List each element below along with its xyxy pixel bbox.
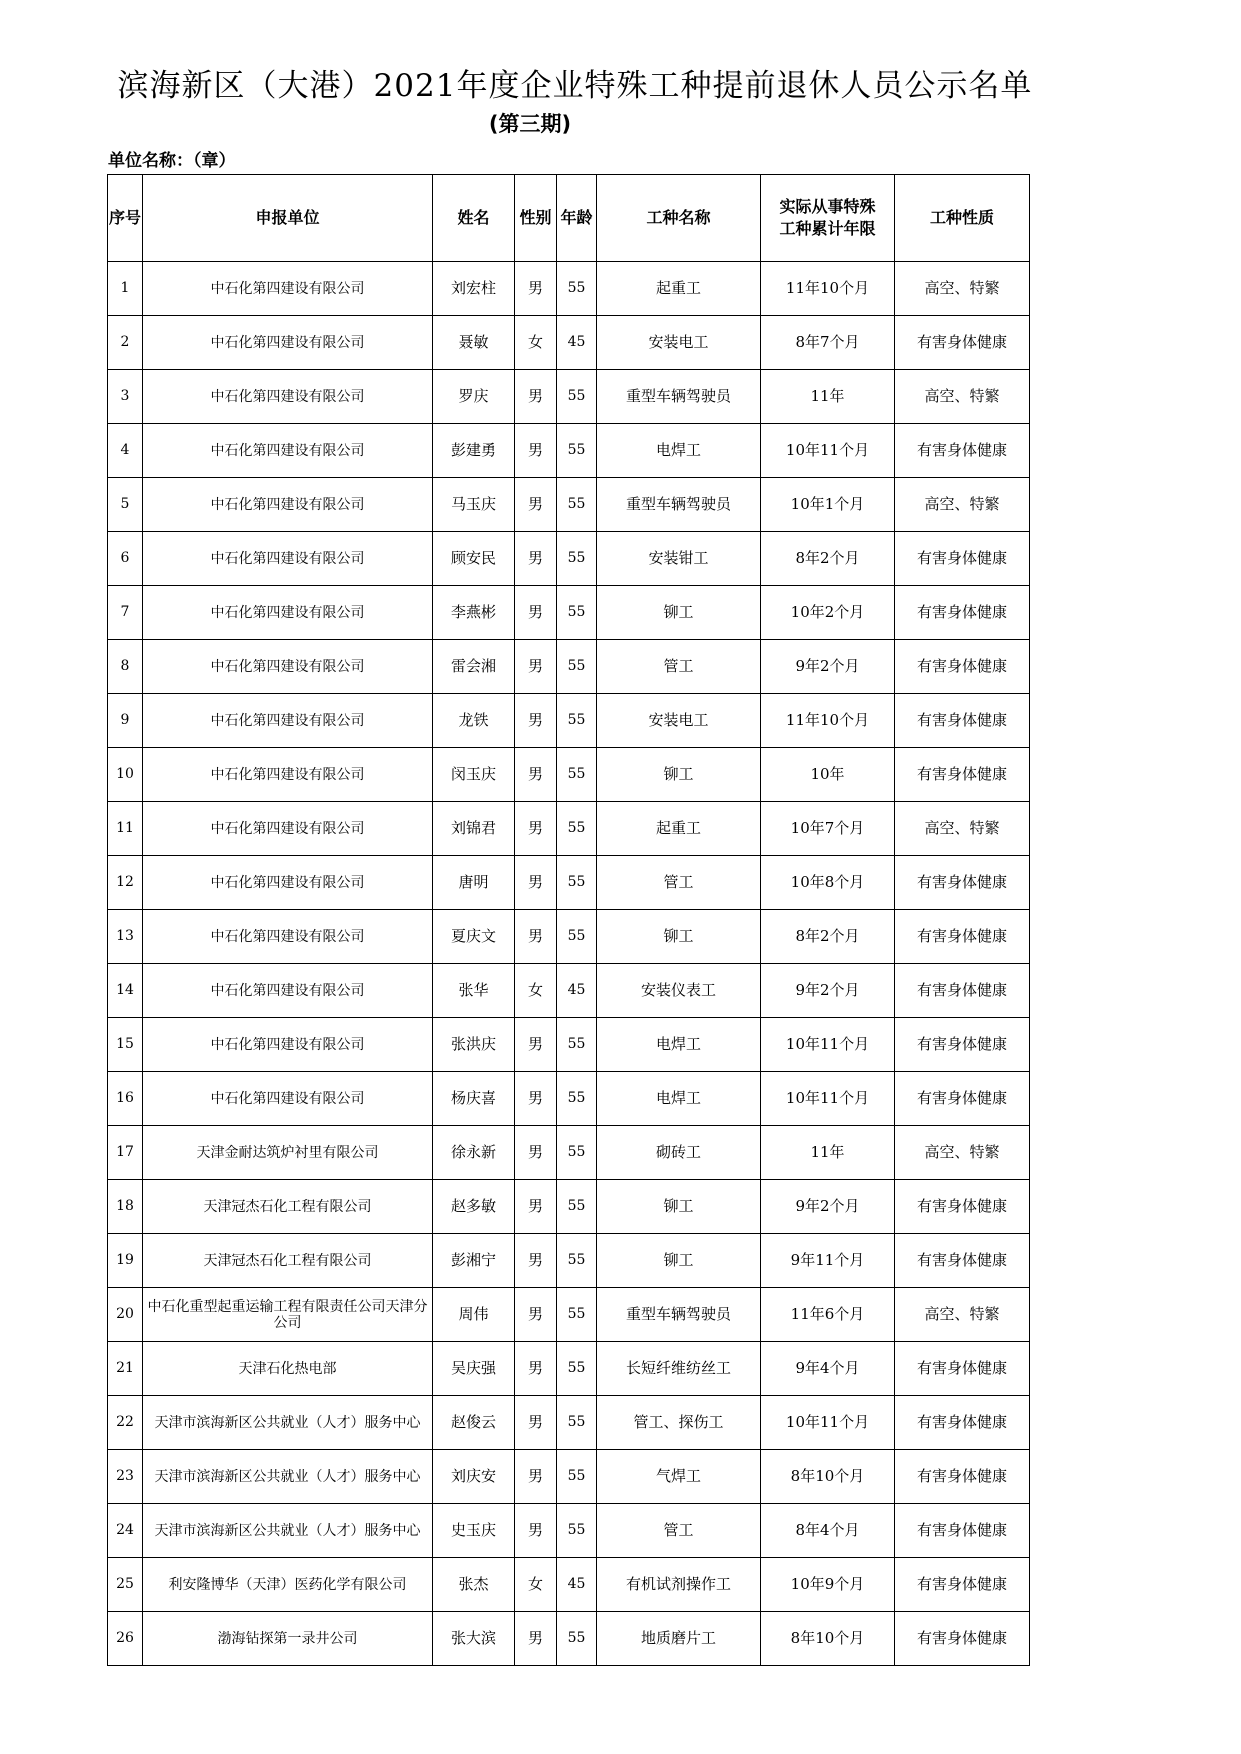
cell-index: 18 xyxy=(108,1180,143,1234)
cell-job-type: 电焊工 xyxy=(597,1018,761,1072)
cell-age: 55 xyxy=(557,802,597,856)
cell-gender: 男 xyxy=(515,424,557,478)
cell-name: 唐明 xyxy=(433,856,515,910)
cell-job-nature: 有害身体健康 xyxy=(895,1450,1030,1504)
cell-job-nature: 有害身体健康 xyxy=(895,1612,1030,1666)
cell-name: 史玉庆 xyxy=(433,1504,515,1558)
cell-age: 55 xyxy=(557,1612,597,1666)
cell-name: 张洪庆 xyxy=(433,1018,515,1072)
table-row xyxy=(108,1558,1030,1612)
table-row xyxy=(108,370,1030,424)
col-header-years: 实际从事特殊工种累计年限 xyxy=(761,175,895,262)
cell-index: 3 xyxy=(108,370,143,424)
cell-index: 11 xyxy=(108,802,143,856)
cell-years: 9年11个月 xyxy=(761,1234,895,1288)
cell-index: 10 xyxy=(108,748,143,802)
cell-gender: 男 xyxy=(515,640,557,694)
cell-years: 11年 xyxy=(761,1126,895,1180)
cell-job-nature: 有害身体健康 xyxy=(895,694,1030,748)
cell-index: 24 xyxy=(108,1504,143,1558)
cell-index: 5 xyxy=(108,478,143,532)
cell-name: 彭建勇 xyxy=(433,424,515,478)
cell-job-nature: 有害身体健康 xyxy=(895,1396,1030,1450)
cell-job-type: 重型车辆驾驶员 xyxy=(597,370,761,424)
cell-unit: 中石化第四建设有限公司 xyxy=(143,1072,433,1126)
cell-age: 55 xyxy=(557,370,597,424)
cell-unit: 天津市滨海新区公共就业（人才）服务中心 xyxy=(143,1504,433,1558)
cell-gender: 男 xyxy=(515,1234,557,1288)
table-row xyxy=(108,1504,1030,1558)
table-row xyxy=(108,1180,1030,1234)
cell-job-type: 电焊工 xyxy=(597,1072,761,1126)
cell-gender: 男 xyxy=(515,1288,557,1342)
cell-name: 吴庆强 xyxy=(433,1342,515,1396)
table-row xyxy=(108,1342,1030,1396)
cell-job-nature: 有害身体健康 xyxy=(895,964,1030,1018)
cell-unit: 天津冠杰石化工程有限公司 xyxy=(143,1180,433,1234)
cell-unit: 中石化第四建设有限公司 xyxy=(143,316,433,370)
cell-job-type: 管工 xyxy=(597,1504,761,1558)
cell-name: 杨庆喜 xyxy=(433,1072,515,1126)
cell-age: 55 xyxy=(557,1396,597,1450)
cell-years: 8年7个月 xyxy=(761,316,895,370)
cell-age: 55 xyxy=(557,532,597,586)
cell-age: 55 xyxy=(557,640,597,694)
cell-unit: 中石化第四建设有限公司 xyxy=(143,910,433,964)
cell-name: 马玉庆 xyxy=(433,478,515,532)
cell-name: 顾安民 xyxy=(433,532,515,586)
cell-job-type: 管工 xyxy=(597,640,761,694)
table-row xyxy=(108,964,1030,1018)
cell-index: 20 xyxy=(108,1288,143,1342)
cell-unit: 中石化第四建设有限公司 xyxy=(143,532,433,586)
cell-job-nature: 有害身体健康 xyxy=(895,424,1030,478)
cell-years: 9年4个月 xyxy=(761,1342,895,1396)
col-header-unit: 申报单位 xyxy=(143,175,433,262)
cell-years: 10年11个月 xyxy=(761,1018,895,1072)
cell-job-nature: 有害身体健康 xyxy=(895,532,1030,586)
table-row xyxy=(108,802,1030,856)
cell-years: 8年10个月 xyxy=(761,1450,895,1504)
cell-years: 8年2个月 xyxy=(761,532,895,586)
cell-name: 赵俊云 xyxy=(433,1396,515,1450)
cell-unit: 中石化第四建设有限公司 xyxy=(143,1018,433,1072)
cell-unit: 天津市滨海新区公共就业（人才）服务中心 xyxy=(143,1450,433,1504)
cell-gender: 男 xyxy=(515,262,557,316)
cell-unit: 中石化第四建设有限公司 xyxy=(143,964,433,1018)
cell-age: 55 xyxy=(557,1180,597,1234)
cell-job-nature: 有害身体健康 xyxy=(895,1558,1030,1612)
cell-age: 55 xyxy=(557,1504,597,1558)
table-body xyxy=(108,262,1030,1666)
table-row xyxy=(108,532,1030,586)
cell-gender: 男 xyxy=(515,478,557,532)
cell-job-type: 管工 xyxy=(597,856,761,910)
cell-index: 23 xyxy=(108,1450,143,1504)
cell-name: 刘锦君 xyxy=(433,802,515,856)
cell-name: 夏庆文 xyxy=(433,910,515,964)
cell-unit: 中石化第四建设有限公司 xyxy=(143,802,433,856)
cell-gender: 男 xyxy=(515,1504,557,1558)
col-header-gender: 性别 xyxy=(515,175,557,262)
table-row xyxy=(108,1234,1030,1288)
table-row xyxy=(108,424,1030,478)
cell-job-type: 重型车辆驾驶员 xyxy=(597,478,761,532)
table-row xyxy=(108,1450,1030,1504)
cell-name: 闵玉庆 xyxy=(433,748,515,802)
cell-job-type: 电焊工 xyxy=(597,424,761,478)
cell-gender: 男 xyxy=(515,1450,557,1504)
col-header-index: 序号 xyxy=(108,175,143,262)
cell-name: 龙铁 xyxy=(433,694,515,748)
cell-years: 10年 xyxy=(761,748,895,802)
cell-gender: 男 xyxy=(515,1342,557,1396)
cell-name: 聂敏 xyxy=(433,316,515,370)
cell-age: 55 xyxy=(557,856,597,910)
cell-unit: 中石化第四建设有限公司 xyxy=(143,370,433,424)
cell-years: 10年8个月 xyxy=(761,856,895,910)
table-row xyxy=(108,316,1030,370)
cell-years: 8年10个月 xyxy=(761,1612,895,1666)
cell-gender: 男 xyxy=(515,856,557,910)
cell-name: 雷会湘 xyxy=(433,640,515,694)
cell-job-nature: 有害身体健康 xyxy=(895,1018,1030,1072)
cell-index: 26 xyxy=(108,1612,143,1666)
cell-age: 55 xyxy=(557,748,597,802)
cell-index: 9 xyxy=(108,694,143,748)
col-header-job-type: 工种名称 xyxy=(597,175,761,262)
cell-years: 11年 xyxy=(761,370,895,424)
cell-unit: 中石化第四建设有限公司 xyxy=(143,424,433,478)
cell-job-nature: 有害身体健康 xyxy=(895,856,1030,910)
cell-job-nature: 有害身体健康 xyxy=(895,1234,1030,1288)
cell-job-nature: 有害身体健康 xyxy=(895,1342,1030,1396)
cell-job-nature: 有害身体健康 xyxy=(895,1180,1030,1234)
cell-gender: 男 xyxy=(515,1072,557,1126)
cell-name: 徐永新 xyxy=(433,1126,515,1180)
cell-job-type: 重型车辆驾驶员 xyxy=(597,1288,761,1342)
cell-unit: 中石化第四建设有限公司 xyxy=(143,478,433,532)
cell-unit: 中石化第四建设有限公司 xyxy=(143,694,433,748)
table-row xyxy=(108,586,1030,640)
col-header-job-nature: 工种性质 xyxy=(895,175,1030,262)
cell-name: 刘宏柱 xyxy=(433,262,515,316)
cell-index: 8 xyxy=(108,640,143,694)
cell-years: 9年2个月 xyxy=(761,640,895,694)
cell-index: 19 xyxy=(108,1234,143,1288)
cell-index: 6 xyxy=(108,532,143,586)
cell-job-nature: 高空、特繁 xyxy=(895,802,1030,856)
cell-index: 17 xyxy=(108,1126,143,1180)
cell-name: 赵多敏 xyxy=(433,1180,515,1234)
cell-job-type: 起重工 xyxy=(597,802,761,856)
table-row xyxy=(108,1288,1030,1342)
cell-name: 周伟 xyxy=(433,1288,515,1342)
cell-gender: 男 xyxy=(515,1018,557,1072)
cell-job-type: 有机试剂操作工 xyxy=(597,1558,761,1612)
cell-index: 1 xyxy=(108,262,143,316)
cell-unit: 中石化第四建设有限公司 xyxy=(143,586,433,640)
cell-job-type: 铆工 xyxy=(597,748,761,802)
cell-age: 55 xyxy=(557,694,597,748)
cell-age: 45 xyxy=(557,316,597,370)
cell-unit: 利安隆博华（天津）医药化学有限公司 xyxy=(143,1558,433,1612)
cell-age: 55 xyxy=(557,1450,597,1504)
col-header-age: 年龄 xyxy=(557,175,597,262)
cell-unit: 天津石化热电部 xyxy=(143,1342,433,1396)
cell-years: 11年6个月 xyxy=(761,1288,895,1342)
table-row xyxy=(108,1072,1030,1126)
cell-name: 罗庆 xyxy=(433,370,515,424)
cell-unit: 天津市滨海新区公共就业（人才）服务中心 xyxy=(143,1396,433,1450)
cell-name: 张大滨 xyxy=(433,1612,515,1666)
cell-job-type: 气焊工 xyxy=(597,1450,761,1504)
cell-job-type: 铆工 xyxy=(597,1234,761,1288)
cell-job-nature: 有害身体健康 xyxy=(895,640,1030,694)
cell-age: 55 xyxy=(557,586,597,640)
cell-years: 10年1个月 xyxy=(761,478,895,532)
cell-unit: 中石化第四建设有限公司 xyxy=(143,640,433,694)
page-subtitle: (第三期) xyxy=(488,112,572,136)
cell-job-nature: 有害身体健康 xyxy=(895,316,1030,370)
table-row xyxy=(108,910,1030,964)
cell-job-nature: 高空、特繁 xyxy=(895,370,1030,424)
cell-gender: 男 xyxy=(515,910,557,964)
cell-years: 10年11个月 xyxy=(761,424,895,478)
cell-index: 16 xyxy=(108,1072,143,1126)
cell-unit: 渤海钻探第一录井公司 xyxy=(143,1612,433,1666)
cell-job-type: 地质磨片工 xyxy=(597,1612,761,1666)
cell-age: 55 xyxy=(557,1288,597,1342)
table-row xyxy=(108,262,1030,316)
cell-years: 10年11个月 xyxy=(761,1072,895,1126)
cell-job-type: 铆工 xyxy=(597,1180,761,1234)
table-row xyxy=(108,640,1030,694)
cell-job-type: 起重工 xyxy=(597,262,761,316)
cell-job-type: 长短纤维纺丝工 xyxy=(597,1342,761,1396)
cell-years: 11年10个月 xyxy=(761,694,895,748)
cell-job-type: 安装电工 xyxy=(597,316,761,370)
cell-years: 9年2个月 xyxy=(761,964,895,1018)
cell-unit: 中石化重型起重运输工程有限责任公司天津分公司 xyxy=(143,1288,433,1342)
cell-age: 45 xyxy=(557,964,597,1018)
cell-name: 刘庆安 xyxy=(433,1450,515,1504)
cell-index: 21 xyxy=(108,1342,143,1396)
cell-job-type: 铆工 xyxy=(597,586,761,640)
cell-gender: 男 xyxy=(515,1396,557,1450)
cell-age: 55 xyxy=(557,262,597,316)
cell-years: 10年11个月 xyxy=(761,1396,895,1450)
cell-gender: 男 xyxy=(515,1126,557,1180)
cell-job-nature: 有害身体健康 xyxy=(895,586,1030,640)
table-row xyxy=(108,1396,1030,1450)
cell-index: 15 xyxy=(108,1018,143,1072)
cell-gender: 男 xyxy=(515,586,557,640)
cell-index: 25 xyxy=(108,1558,143,1612)
cell-years: 10年2个月 xyxy=(761,586,895,640)
cell-job-nature: 有害身体健康 xyxy=(895,910,1030,964)
cell-gender: 女 xyxy=(515,1558,557,1612)
cell-age: 55 xyxy=(557,424,597,478)
cell-index: 22 xyxy=(108,1396,143,1450)
cell-job-type: 安装仪表工 xyxy=(597,964,761,1018)
cell-unit: 中石化第四建设有限公司 xyxy=(143,748,433,802)
col-header-name: 姓名 xyxy=(433,175,515,262)
cell-years: 10年9个月 xyxy=(761,1558,895,1612)
cell-years: 9年2个月 xyxy=(761,1180,895,1234)
cell-gender: 男 xyxy=(515,694,557,748)
cell-index: 13 xyxy=(108,910,143,964)
cell-gender: 男 xyxy=(515,532,557,586)
cell-age: 55 xyxy=(557,1342,597,1396)
cell-gender: 男 xyxy=(515,1180,557,1234)
cell-unit: 中石化第四建设有限公司 xyxy=(143,262,433,316)
cell-index: 12 xyxy=(108,856,143,910)
cell-unit: 中石化第四建设有限公司 xyxy=(143,856,433,910)
cell-job-type: 砌砖工 xyxy=(597,1126,761,1180)
table-row xyxy=(108,694,1030,748)
cell-job-nature: 高空、特繁 xyxy=(895,1288,1030,1342)
cell-job-nature: 有害身体健康 xyxy=(895,1072,1030,1126)
table-row xyxy=(108,856,1030,910)
cell-age: 55 xyxy=(557,1126,597,1180)
cell-job-type: 安装电工 xyxy=(597,694,761,748)
cell-index: 14 xyxy=(108,964,143,1018)
cell-job-nature: 高空、特繁 xyxy=(895,478,1030,532)
cell-index: 4 xyxy=(108,424,143,478)
cell-unit: 天津金耐达筑炉衬里有限公司 xyxy=(143,1126,433,1180)
cell-gender: 男 xyxy=(515,748,557,802)
cell-index: 7 xyxy=(108,586,143,640)
page-title: 滨海新区（大港）2021年度企业特殊工种提前退休人员公示名单 xyxy=(117,68,1033,104)
cell-job-nature: 高空、特繁 xyxy=(895,1126,1030,1180)
cell-age: 55 xyxy=(557,1072,597,1126)
cell-index: 2 xyxy=(108,316,143,370)
cell-years: 8年2个月 xyxy=(761,910,895,964)
table-row xyxy=(108,748,1030,802)
cell-name: 张杰 xyxy=(433,1558,515,1612)
cell-years: 11年10个月 xyxy=(761,262,895,316)
cell-gender: 男 xyxy=(515,802,557,856)
cell-age: 55 xyxy=(557,478,597,532)
cell-gender: 女 xyxy=(515,964,557,1018)
cell-age: 55 xyxy=(557,910,597,964)
table-row xyxy=(108,1018,1030,1072)
table-row xyxy=(108,478,1030,532)
cell-gender: 男 xyxy=(515,370,557,424)
cell-name: 李燕彬 xyxy=(433,586,515,640)
cell-gender: 女 xyxy=(515,316,557,370)
table-row xyxy=(108,1612,1030,1666)
cell-years: 10年7个月 xyxy=(761,802,895,856)
cell-unit: 天津冠杰石化工程有限公司 xyxy=(143,1234,433,1288)
table-header-row xyxy=(108,175,1030,262)
cell-years: 8年4个月 xyxy=(761,1504,895,1558)
cell-job-nature: 有害身体健康 xyxy=(895,1504,1030,1558)
cell-job-nature: 高空、特繁 xyxy=(895,262,1030,316)
cell-job-type: 铆工 xyxy=(597,910,761,964)
cell-gender: 男 xyxy=(515,1612,557,1666)
cell-job-type: 管工、探伤工 xyxy=(597,1396,761,1450)
retirement-list-table xyxy=(107,174,1030,1666)
cell-job-nature: 有害身体健康 xyxy=(895,748,1030,802)
cell-age: 45 xyxy=(557,1558,597,1612)
cell-age: 55 xyxy=(557,1018,597,1072)
cell-name: 张华 xyxy=(433,964,515,1018)
table-row xyxy=(108,1126,1030,1180)
unit-name-label: 单位名称：（章） xyxy=(108,151,236,171)
cell-name: 彭湘宁 xyxy=(433,1234,515,1288)
cell-age: 55 xyxy=(557,1234,597,1288)
cell-job-type: 安装钳工 xyxy=(597,532,761,586)
